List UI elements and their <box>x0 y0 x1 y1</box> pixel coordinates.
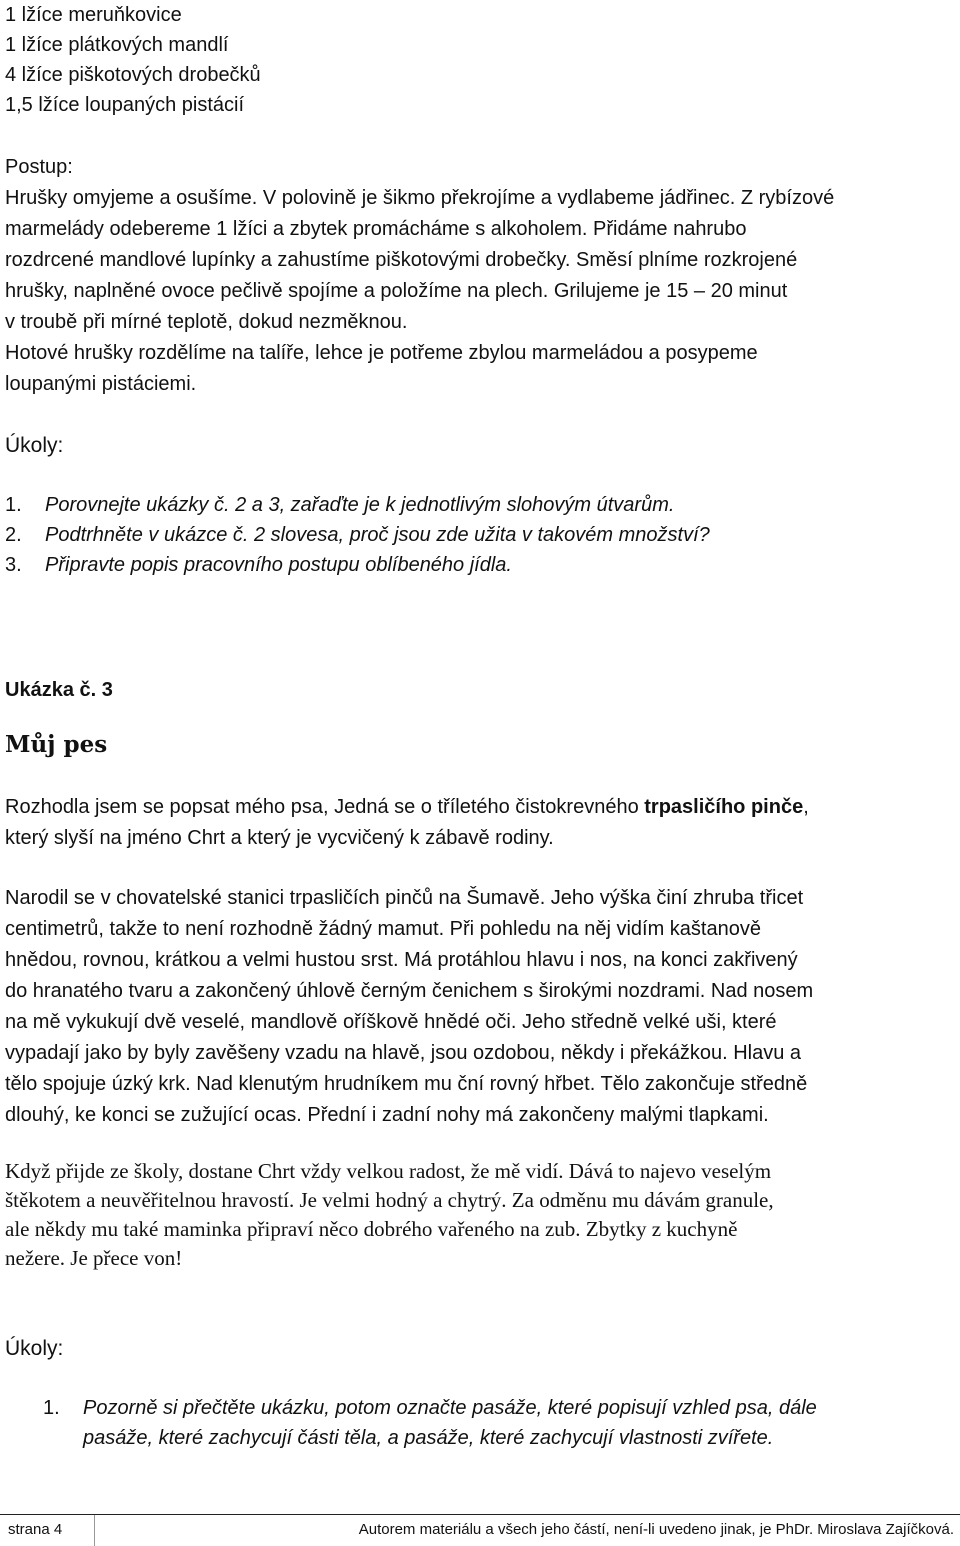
task-item <box>43 1393 817 1423</box>
ingredient-item: 1 lžíce plátkových mandlí <box>5 34 229 56</box>
tasks-list-2 <box>43 1393 817 1453</box>
paragraph-line: nežere. Je přece von! <box>5 1246 183 1270</box>
procedure-line: rozdrcené mandlové lupínky a zahustíme piškotovými drobečky. Směsí plníme rozkrojené <box>5 249 798 271</box>
ingredient-item: 1 lžíce meruňkovice <box>5 4 182 26</box>
paragraph-line: centimetrů, takže to není rozhodně žádný mamut. Při pohledu na něj vidím kaštanově <box>5 918 761 940</box>
intro-comma: , <box>803 796 809 818</box>
paragraph-line: vypadají jako by byly zavěšeny vzadu na hlavě, jsou ozdobou, někdy i překážkou. Hlavu a <box>5 1042 802 1064</box>
procedure-label: Postup: <box>5 156 73 178</box>
intro-bold-text: trpasličího pinče <box>644 796 804 818</box>
task-text: Připravte popis pracovního postupu oblíbeného jídla. <box>45 554 512 576</box>
sample-label: Ukázka č. 3 <box>5 679 113 701</box>
sample-title: Můj pes <box>5 731 108 758</box>
page-footer <box>0 1514 960 1546</box>
task-text: Podtrhněte v ukázce č. 2 slovesa, proč jsou zde užita v takovém množství? <box>45 524 710 546</box>
procedure-line: Hrušky omyjeme a osušíme. V polovině je šikmo překrojíme a vydlabeme jádřinec. Z rybízové <box>5 187 835 209</box>
procedure-line: hrušky, naplněné ovoce pečlivě spojíme a položíme na plech. Grilujeme je 15 – 20 minut <box>5 280 788 302</box>
task-text-continued: pasáže, které zachycují části těla, a pasáže, které zachycují vlastnosti zvířete. <box>83 1427 774 1449</box>
tasks-heading-2: Úkoly: <box>5 1337 64 1360</box>
ingredient-item: 4 lžíce piškotových drobečků <box>5 64 261 86</box>
task-text: Porovnejte ukázky č. 2 a 3, zařaďte je k jednotlivým slohovým útvarům. <box>45 494 675 516</box>
task-text: Pozorně si přečtěte ukázku, potom označte pasáže, které popisují vzhled psa, dále <box>83 1397 817 1419</box>
paragraph-description <box>5 883 950 1131</box>
paragraph-line: na mě vykukují dvě veselé, mandlově oříškově hnědé oči. Jeho středně velké uši, které <box>5 1011 777 1033</box>
task-number: 2. <box>5 524 22 546</box>
paragraph-line: dlouhý, ke konci se zužující ocas. Přední i zadní nohy má zakončeny malými tlapkami. <box>5 1104 769 1126</box>
task-number: 1. <box>43 1397 60 1419</box>
procedure-section <box>5 152 950 400</box>
paragraph-line: štěkotem a neuvěřitelnou hravostí. Je velmi hodný a chytrý. Za odměnu mu dávám granule, <box>5 1188 774 1212</box>
paragraph-line: tělo spojuje úzký krk. Nad klenutým hrudníkem mu ční rovný hřbet. Tělo zakončuje středně <box>5 1073 808 1095</box>
task-number: 3. <box>5 554 22 576</box>
paragraph-behavior <box>5 1157 950 1273</box>
tasks-heading: Úkoly: <box>5 434 64 457</box>
paragraph-line <box>5 792 950 823</box>
paragraph-intro <box>5 792 950 854</box>
paragraph-line: hnědou, rovnou, krátkou a velmi hustou srst. Má protáhlou hlavu i nos, na konci zakřivený <box>5 949 798 971</box>
procedure-line: marmelády odebereme 1 lžíci a zbytek promácháme s alkoholem. Přidáme nahrubo <box>5 218 747 240</box>
task-item <box>5 550 710 580</box>
procedure-line: v troubě při mírné teplotě, dokud nezměknou. <box>5 311 408 333</box>
paragraph-line: ale někdy mu také maminka připraví něco dobrého vařeného na zub. Zbytky z kuchyně <box>5 1217 738 1241</box>
paragraph-line: Narodil se v chovatelské stanici trpasličích pinčů na Šumavě. Jeho výška činí zhruba třicet <box>5 887 804 909</box>
paragraph-line: Když přijde ze školy, dostane Chrt vždy velkou radost, že mě vidí. Dává to najevo veselým <box>5 1159 772 1183</box>
intro-text: Rozhodla jsem se popsat mého psa, Jedná se o tříletého čistokrevného <box>5 796 645 818</box>
task-item <box>5 520 710 550</box>
procedure-line: Hotové hrušky rozdělíme na talíře, lehce je potřeme zbylou marmeládou a posypeme <box>5 342 758 364</box>
ingredient-item: 1,5 lžíce loupaných pistácií <box>5 94 245 116</box>
task-number: 1. <box>5 494 22 516</box>
task-item <box>5 490 710 520</box>
procedure-line: loupanými pistáciemi. <box>5 373 197 395</box>
footer-divider <box>94 1515 95 1546</box>
paragraph-line: do hranatého tvaru a zakončený úhlově černým čenichem s širokými nozdrami. Nad nosem <box>5 980 814 1002</box>
tasks-list <box>5 490 710 580</box>
ingredients-list <box>5 0 261 120</box>
paragraph-line: který slyší na jméno Chrt a který je vycvičený k zábavě rodiny. <box>5 827 554 849</box>
page-number: strana 4 <box>8 1521 63 1538</box>
author-note: Autorem materiálu a všech jeho částí, není-li uvedeno jinak, je PhDr. Miroslava Zajíčková. <box>358 1521 954 1538</box>
